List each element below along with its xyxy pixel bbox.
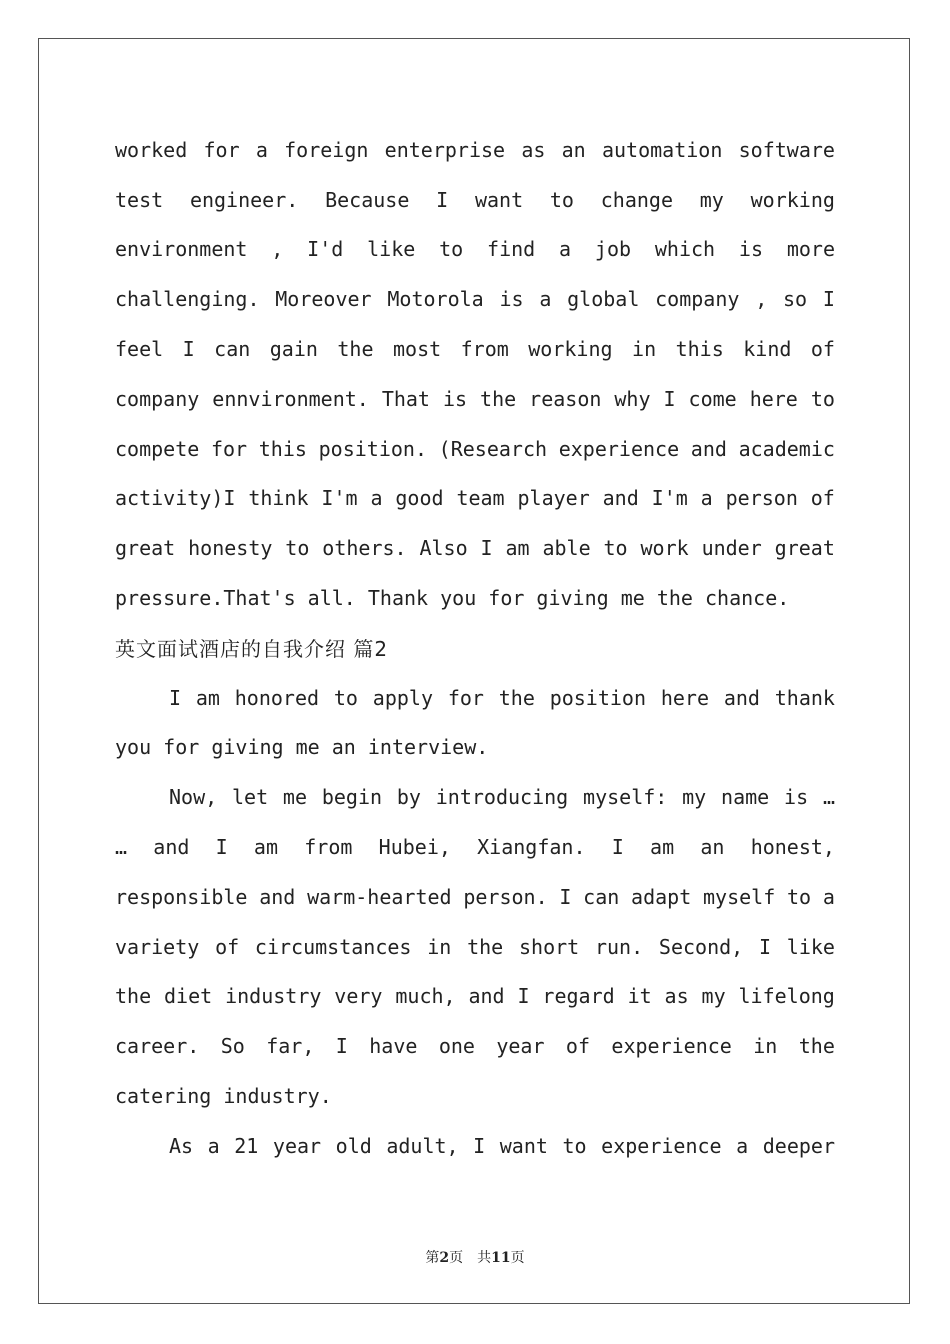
section-heading: 英文面试酒店的自我介绍 篇2 — [115, 637, 389, 662]
paragraph-line: variety of circumstances in the short run. Second, I like — [115, 934, 835, 959]
paragraph-line: the diet industry very much, and I regard it as my lifelong — [115, 984, 835, 1009]
paragraph-line: Now, let me begin by introducing myself: my name is … — [169, 785, 835, 810]
paragraph-line: you for giving me an interview. — [115, 735, 489, 760]
total-pages: 11 — [491, 1250, 511, 1266]
paragraph-line: I am honored to apply for the position here and thank — [169, 685, 835, 710]
paragraph-line: great honesty to others. Also I am able to work under great — [115, 536, 835, 561]
total-suffix: 页 — [510, 1250, 525, 1266]
paragraph-line: catering industry. — [115, 1084, 332, 1109]
paragraph-line: responsible and warm-hearted person. I can adapt myself to a — [115, 884, 835, 909]
paragraph-line: feel I can gain the most from working in this kind of — [115, 337, 835, 362]
page-suffix: 页 — [449, 1250, 464, 1266]
paragraph-line: challenging. Moreover Motorola is a global company , so I — [115, 287, 835, 312]
paragraph-line: test engineer. Because I want to change my working — [115, 187, 835, 212]
paragraph-line: career. So far, I have one year of experience in the — [115, 1034, 835, 1059]
paragraph-line: … and I am from Hubei, Xiangfan. I am an honest, — [115, 835, 835, 860]
page-number: 2 — [439, 1250, 450, 1266]
paragraph-line: pressure.That's all. Thank you for giving me the chance. — [115, 586, 790, 611]
paragraph-line: As a 21 year old adult, I want to experience a deeper — [169, 1133, 835, 1158]
paragraph-line: environment , I'd like to find a job which is more — [115, 237, 835, 262]
document-body — [115, 125, 835, 1171]
page-footer — [0, 1247, 950, 1267]
paragraph-line: compete for this position. (Research experience and academic — [115, 436, 835, 461]
total-prefix: 共 — [477, 1250, 492, 1266]
paragraph-line: activity)I think I'm a good team player and I'm a person of — [115, 486, 835, 511]
paragraph-line: worked for a foreign enterprise as an automation software — [115, 137, 835, 162]
page-prefix: 第 — [425, 1250, 440, 1266]
paragraph-line: company ennvironment. That is the reason why I come here to — [115, 386, 835, 411]
